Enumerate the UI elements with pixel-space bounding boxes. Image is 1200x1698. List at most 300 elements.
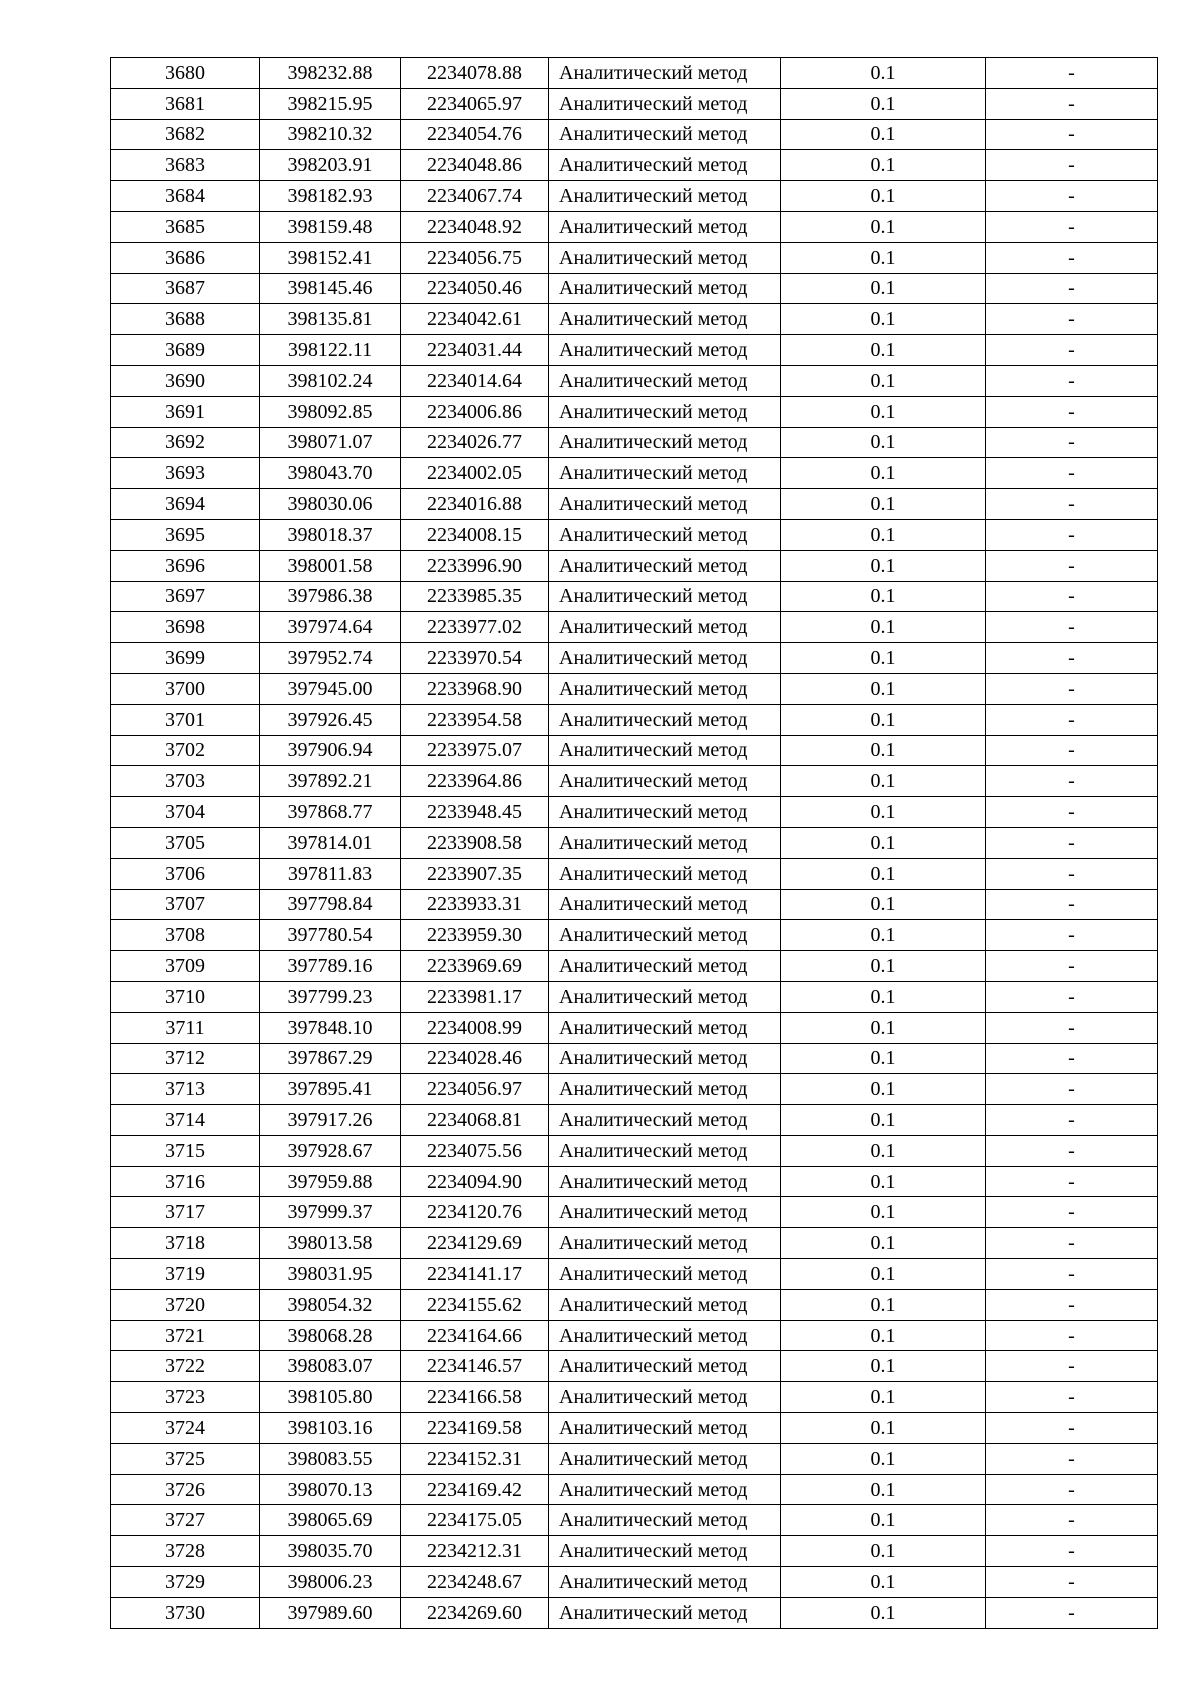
x-coordinate-cell: 398035.70 <box>260 1536 401 1567</box>
description-cell: - <box>986 1259 1158 1290</box>
accuracy-cell: 0.1 <box>781 1166 986 1197</box>
description-cell: - <box>986 1105 1158 1136</box>
coordinate-table <box>110 57 1158 1629</box>
description-cell: - <box>986 304 1158 335</box>
table-row <box>111 88 1158 119</box>
accuracy-cell: 0.1 <box>781 427 986 458</box>
point-number-cell: 3690 <box>111 365 260 396</box>
table-row <box>111 242 1158 273</box>
x-coordinate-cell: 398152.41 <box>260 242 401 273</box>
y-coordinate-cell: 2234067.74 <box>401 181 549 212</box>
x-coordinate-cell: 397952.74 <box>260 643 401 674</box>
accuracy-cell: 0.1 <box>781 1197 986 1228</box>
table-row <box>111 643 1158 674</box>
method-cell: Аналитический метод <box>549 766 781 797</box>
method-cell: Аналитический метод <box>549 1259 781 1290</box>
x-coordinate-cell: 398105.80 <box>260 1382 401 1413</box>
y-coordinate-cell: 2234014.64 <box>401 365 549 396</box>
method-cell: Аналитический метод <box>549 181 781 212</box>
description-cell: - <box>986 1351 1158 1382</box>
y-coordinate-cell: 2234078.88 <box>401 58 549 89</box>
method-cell: Аналитический метод <box>549 1567 781 1598</box>
y-coordinate-cell: 2233981.17 <box>401 981 549 1012</box>
accuracy-cell: 0.1 <box>781 1259 986 1290</box>
description-cell: - <box>986 889 1158 920</box>
point-number-cell: 3717 <box>111 1197 260 1228</box>
accuracy-cell: 0.1 <box>781 889 986 920</box>
accuracy-cell: 0.1 <box>781 88 986 119</box>
y-coordinate-cell: 2234155.62 <box>401 1289 549 1320</box>
description-cell: - <box>986 1228 1158 1259</box>
x-coordinate-cell: 398065.69 <box>260 1505 401 1536</box>
x-coordinate-cell: 398135.81 <box>260 304 401 335</box>
method-cell: Аналитический метод <box>549 735 781 766</box>
x-coordinate-cell: 398232.88 <box>260 58 401 89</box>
x-coordinate-cell: 398203.91 <box>260 150 401 181</box>
y-coordinate-cell: 2233968.90 <box>401 673 549 704</box>
point-number-cell: 3702 <box>111 735 260 766</box>
x-coordinate-cell: 398210.32 <box>260 119 401 150</box>
x-coordinate-cell: 398083.07 <box>260 1351 401 1382</box>
method-cell: Аналитический метод <box>549 1413 781 1444</box>
accuracy-cell: 0.1 <box>781 1043 986 1074</box>
table-row <box>111 889 1158 920</box>
accuracy-cell: 0.1 <box>781 827 986 858</box>
method-cell: Аналитический метод <box>549 88 781 119</box>
accuracy-cell: 0.1 <box>781 458 986 489</box>
y-coordinate-cell: 2233985.35 <box>401 581 549 612</box>
method-cell: Аналитический метод <box>549 1474 781 1505</box>
x-coordinate-cell: 397867.29 <box>260 1043 401 1074</box>
description-cell: - <box>986 1135 1158 1166</box>
table-row <box>111 827 1158 858</box>
description-cell: - <box>986 550 1158 581</box>
table-row <box>111 1228 1158 1259</box>
point-number-cell: 3700 <box>111 673 260 704</box>
method-cell: Аналитический метод <box>549 304 781 335</box>
y-coordinate-cell: 2233908.58 <box>401 827 549 858</box>
accuracy-cell: 0.1 <box>781 612 986 643</box>
description-cell: - <box>986 150 1158 181</box>
description-cell: - <box>986 489 1158 520</box>
description-cell: - <box>986 1320 1158 1351</box>
description-cell: - <box>986 1197 1158 1228</box>
method-cell: Аналитический метод <box>549 920 781 951</box>
y-coordinate-cell: 2234175.05 <box>401 1505 549 1536</box>
description-cell: - <box>986 1536 1158 1567</box>
description-cell: - <box>986 458 1158 489</box>
method-cell: Аналитический метод <box>549 1012 781 1043</box>
table-row <box>111 735 1158 766</box>
description-cell: - <box>986 1074 1158 1105</box>
y-coordinate-cell: 2233933.31 <box>401 889 549 920</box>
method-cell: Аналитический метод <box>549 1289 781 1320</box>
table-row <box>111 581 1158 612</box>
x-coordinate-cell: 397780.54 <box>260 920 401 951</box>
accuracy-cell: 0.1 <box>781 735 986 766</box>
accuracy-cell: 0.1 <box>781 1012 986 1043</box>
point-number-cell: 3704 <box>111 797 260 828</box>
description-cell: - <box>986 858 1158 889</box>
method-cell: Аналитический метод <box>549 119 781 150</box>
table-row <box>111 1320 1158 1351</box>
accuracy-cell: 0.1 <box>781 1320 986 1351</box>
y-coordinate-cell: 2234028.46 <box>401 1043 549 1074</box>
point-number-cell: 3682 <box>111 119 260 150</box>
table-row <box>111 489 1158 520</box>
accuracy-cell: 0.1 <box>781 365 986 396</box>
y-coordinate-cell: 2234008.99 <box>401 1012 549 1043</box>
point-number-cell: 3703 <box>111 766 260 797</box>
table-row <box>111 1382 1158 1413</box>
accuracy-cell: 0.1 <box>781 1074 986 1105</box>
x-coordinate-cell: 397868.77 <box>260 797 401 828</box>
x-coordinate-cell: 397917.26 <box>260 1105 401 1136</box>
description-cell: - <box>986 981 1158 1012</box>
description-cell: - <box>986 920 1158 951</box>
x-coordinate-cell: 398182.93 <box>260 181 401 212</box>
description-cell: - <box>986 1567 1158 1598</box>
method-cell: Аналитический метод <box>549 1597 781 1628</box>
method-cell: Аналитический метод <box>549 1166 781 1197</box>
point-number-cell: 3683 <box>111 150 260 181</box>
method-cell: Аналитический метод <box>549 858 781 889</box>
y-coordinate-cell: 2234166.58 <box>401 1382 549 1413</box>
table-row <box>111 273 1158 304</box>
accuracy-cell: 0.1 <box>781 1382 986 1413</box>
accuracy-cell: 0.1 <box>781 673 986 704</box>
accuracy-cell: 0.1 <box>781 1567 986 1598</box>
point-number-cell: 3688 <box>111 304 260 335</box>
point-number-cell: 3714 <box>111 1105 260 1136</box>
method-cell: Аналитический метод <box>549 704 781 735</box>
description-cell: - <box>986 211 1158 242</box>
accuracy-cell: 0.1 <box>781 1443 986 1474</box>
accuracy-cell: 0.1 <box>781 704 986 735</box>
point-number-cell: 3712 <box>111 1043 260 1074</box>
x-coordinate-cell: 397814.01 <box>260 827 401 858</box>
table-row <box>111 673 1158 704</box>
point-number-cell: 3686 <box>111 242 260 273</box>
x-coordinate-cell: 398054.32 <box>260 1289 401 1320</box>
method-cell: Аналитический метод <box>549 797 781 828</box>
description-cell: - <box>986 1474 1158 1505</box>
description-cell: - <box>986 673 1158 704</box>
y-coordinate-cell: 2234248.67 <box>401 1567 549 1598</box>
description-cell: - <box>986 951 1158 982</box>
y-coordinate-cell: 2234065.97 <box>401 88 549 119</box>
method-cell: Аналитический метод <box>549 550 781 581</box>
x-coordinate-cell: 398092.85 <box>260 396 401 427</box>
method-cell: Аналитический метод <box>549 981 781 1012</box>
table-row <box>111 1413 1158 1444</box>
table-row <box>111 766 1158 797</box>
description-cell: - <box>986 735 1158 766</box>
y-coordinate-cell: 2233948.45 <box>401 797 549 828</box>
x-coordinate-cell: 397895.41 <box>260 1074 401 1105</box>
table-row <box>111 304 1158 335</box>
point-number-cell: 3713 <box>111 1074 260 1105</box>
y-coordinate-cell: 2234164.66 <box>401 1320 549 1351</box>
coordinate-table-body <box>111 58 1158 1629</box>
description-cell: - <box>986 1505 1158 1536</box>
y-coordinate-cell: 2234042.61 <box>401 304 549 335</box>
accuracy-cell: 0.1 <box>781 581 986 612</box>
accuracy-cell: 0.1 <box>781 150 986 181</box>
y-coordinate-cell: 2234048.86 <box>401 150 549 181</box>
y-coordinate-cell: 2233996.90 <box>401 550 549 581</box>
x-coordinate-cell: 398070.13 <box>260 1474 401 1505</box>
table-row <box>111 211 1158 242</box>
point-number-cell: 3706 <box>111 858 260 889</box>
table-row <box>111 519 1158 550</box>
point-number-cell: 3722 <box>111 1351 260 1382</box>
y-coordinate-cell: 2234169.42 <box>401 1474 549 1505</box>
x-coordinate-cell: 398001.58 <box>260 550 401 581</box>
point-number-cell: 3728 <box>111 1536 260 1567</box>
x-coordinate-cell: 398013.58 <box>260 1228 401 1259</box>
point-number-cell: 3721 <box>111 1320 260 1351</box>
x-coordinate-cell: 398031.95 <box>260 1259 401 1290</box>
description-cell: - <box>986 427 1158 458</box>
table-row <box>111 1289 1158 1320</box>
table-row <box>111 1105 1158 1136</box>
method-cell: Аналитический метод <box>549 396 781 427</box>
accuracy-cell: 0.1 <box>781 335 986 366</box>
accuracy-cell: 0.1 <box>781 951 986 982</box>
description-cell: - <box>986 1166 1158 1197</box>
description-cell: - <box>986 58 1158 89</box>
point-number-cell: 3689 <box>111 335 260 366</box>
method-cell: Аналитический метод <box>549 519 781 550</box>
table-row <box>111 858 1158 889</box>
table-row <box>111 612 1158 643</box>
method-cell: Аналитический метод <box>549 1351 781 1382</box>
accuracy-cell: 0.1 <box>781 920 986 951</box>
description-cell: - <box>986 766 1158 797</box>
method-cell: Аналитический метод <box>549 458 781 489</box>
description-cell: - <box>986 1043 1158 1074</box>
description-cell: - <box>986 181 1158 212</box>
point-number-cell: 3701 <box>111 704 260 735</box>
method-cell: Аналитический метод <box>549 242 781 273</box>
accuracy-cell: 0.1 <box>781 1135 986 1166</box>
point-number-cell: 3693 <box>111 458 260 489</box>
table-row <box>111 1597 1158 1628</box>
x-coordinate-cell: 397811.83 <box>260 858 401 889</box>
y-coordinate-cell: 2234002.05 <box>401 458 549 489</box>
x-coordinate-cell: 398043.70 <box>260 458 401 489</box>
y-coordinate-cell: 2234048.92 <box>401 211 549 242</box>
point-number-cell: 3685 <box>111 211 260 242</box>
point-number-cell: 3729 <box>111 1567 260 1598</box>
point-number-cell: 3719 <box>111 1259 260 1290</box>
accuracy-cell: 0.1 <box>781 273 986 304</box>
table-row <box>111 1505 1158 1536</box>
accuracy-cell: 0.1 <box>781 1351 986 1382</box>
table-row <box>111 1443 1158 1474</box>
table-row <box>111 1259 1158 1290</box>
accuracy-cell: 0.1 <box>781 489 986 520</box>
accuracy-cell: 0.1 <box>781 304 986 335</box>
x-coordinate-cell: 397892.21 <box>260 766 401 797</box>
y-coordinate-cell: 2234068.81 <box>401 1105 549 1136</box>
point-number-cell: 3691 <box>111 396 260 427</box>
accuracy-cell: 0.1 <box>781 1413 986 1444</box>
description-cell: - <box>986 519 1158 550</box>
table-row <box>111 1536 1158 1567</box>
y-coordinate-cell: 2234212.31 <box>401 1536 549 1567</box>
x-coordinate-cell: 397926.45 <box>260 704 401 735</box>
y-coordinate-cell: 2233959.30 <box>401 920 549 951</box>
y-coordinate-cell: 2234269.60 <box>401 1597 549 1628</box>
method-cell: Аналитический метод <box>549 643 781 674</box>
method-cell: Аналитический метод <box>549 211 781 242</box>
description-cell: - <box>986 396 1158 427</box>
description-cell: - <box>986 335 1158 366</box>
method-cell: Аналитический метод <box>549 951 781 982</box>
point-number-cell: 3707 <box>111 889 260 920</box>
accuracy-cell: 0.1 <box>781 643 986 674</box>
method-cell: Аналитический метод <box>549 1320 781 1351</box>
description-cell: - <box>986 581 1158 612</box>
accuracy-cell: 0.1 <box>781 1228 986 1259</box>
point-number-cell: 3684 <box>111 181 260 212</box>
x-coordinate-cell: 397974.64 <box>260 612 401 643</box>
method-cell: Аналитический метод <box>549 581 781 612</box>
y-coordinate-cell: 2233977.02 <box>401 612 549 643</box>
table-row <box>111 396 1158 427</box>
method-cell: Аналитический метод <box>549 427 781 458</box>
table-row <box>111 335 1158 366</box>
point-number-cell: 3709 <box>111 951 260 982</box>
table-row <box>111 797 1158 828</box>
point-number-cell: 3687 <box>111 273 260 304</box>
description-cell: - <box>986 612 1158 643</box>
accuracy-cell: 0.1 <box>781 797 986 828</box>
accuracy-cell: 0.1 <box>781 58 986 89</box>
x-coordinate-cell: 397959.88 <box>260 1166 401 1197</box>
accuracy-cell: 0.1 <box>781 181 986 212</box>
x-coordinate-cell: 397986.38 <box>260 581 401 612</box>
method-cell: Аналитический метод <box>549 1135 781 1166</box>
x-coordinate-cell: 397848.10 <box>260 1012 401 1043</box>
y-coordinate-cell: 2234008.15 <box>401 519 549 550</box>
description-cell: - <box>986 1597 1158 1628</box>
point-number-cell: 3725 <box>111 1443 260 1474</box>
x-coordinate-cell: 398006.23 <box>260 1567 401 1598</box>
y-coordinate-cell: 2234141.17 <box>401 1259 549 1290</box>
point-number-cell: 3699 <box>111 643 260 674</box>
table-row <box>111 427 1158 458</box>
x-coordinate-cell: 397789.16 <box>260 951 401 982</box>
y-coordinate-cell: 2233970.54 <box>401 643 549 674</box>
accuracy-cell: 0.1 <box>781 1505 986 1536</box>
y-coordinate-cell: 2234120.76 <box>401 1197 549 1228</box>
table-row <box>111 181 1158 212</box>
method-cell: Аналитический метод <box>549 150 781 181</box>
accuracy-cell: 0.1 <box>781 1289 986 1320</box>
method-cell: Аналитический метод <box>549 1443 781 1474</box>
point-number-cell: 3730 <box>111 1597 260 1628</box>
table-row <box>111 1012 1158 1043</box>
y-coordinate-cell: 2234050.46 <box>401 273 549 304</box>
description-cell: - <box>986 1289 1158 1320</box>
point-number-cell: 3692 <box>111 427 260 458</box>
x-coordinate-cell: 398018.37 <box>260 519 401 550</box>
x-coordinate-cell: 398145.46 <box>260 273 401 304</box>
table-row <box>111 1351 1158 1382</box>
accuracy-cell: 0.1 <box>781 396 986 427</box>
point-number-cell: 3680 <box>111 58 260 89</box>
point-number-cell: 3716 <box>111 1166 260 1197</box>
point-number-cell: 3724 <box>111 1413 260 1444</box>
x-coordinate-cell: 398068.28 <box>260 1320 401 1351</box>
description-cell: - <box>986 1012 1158 1043</box>
x-coordinate-cell: 397999.37 <box>260 1197 401 1228</box>
method-cell: Аналитический метод <box>549 612 781 643</box>
method-cell: Аналитический метод <box>549 1105 781 1136</box>
table-row <box>111 1043 1158 1074</box>
x-coordinate-cell: 397799.23 <box>260 981 401 1012</box>
description-cell: - <box>986 797 1158 828</box>
y-coordinate-cell: 2234026.77 <box>401 427 549 458</box>
x-coordinate-cell: 398103.16 <box>260 1413 401 1444</box>
point-number-cell: 3711 <box>111 1012 260 1043</box>
description-cell: - <box>986 827 1158 858</box>
x-coordinate-cell: 398083.55 <box>260 1443 401 1474</box>
table-row <box>111 365 1158 396</box>
table-row <box>111 920 1158 951</box>
description-cell: - <box>986 1443 1158 1474</box>
y-coordinate-cell: 2234129.69 <box>401 1228 549 1259</box>
method-cell: Аналитический метод <box>549 58 781 89</box>
description-cell: - <box>986 88 1158 119</box>
description-cell: - <box>986 1382 1158 1413</box>
description-cell: - <box>986 1413 1158 1444</box>
x-coordinate-cell: 397906.94 <box>260 735 401 766</box>
point-number-cell: 3681 <box>111 88 260 119</box>
y-coordinate-cell: 2233964.86 <box>401 766 549 797</box>
point-number-cell: 3720 <box>111 1289 260 1320</box>
y-coordinate-cell: 2234054.76 <box>401 119 549 150</box>
y-coordinate-cell: 2233975.07 <box>401 735 549 766</box>
point-number-cell: 3726 <box>111 1474 260 1505</box>
table-row <box>111 1135 1158 1166</box>
method-cell: Аналитический метод <box>549 1505 781 1536</box>
method-cell: Аналитический метод <box>549 335 781 366</box>
y-coordinate-cell: 2234094.90 <box>401 1166 549 1197</box>
table-row <box>111 981 1158 1012</box>
table-row <box>111 458 1158 489</box>
table-row <box>111 1197 1158 1228</box>
accuracy-cell: 0.1 <box>781 981 986 1012</box>
method-cell: Аналитический метод <box>549 827 781 858</box>
x-coordinate-cell: 398159.48 <box>260 211 401 242</box>
table-row <box>111 1474 1158 1505</box>
point-number-cell: 3696 <box>111 550 260 581</box>
accuracy-cell: 0.1 <box>781 1536 986 1567</box>
table-row <box>111 1074 1158 1105</box>
table-row <box>111 704 1158 735</box>
description-cell: - <box>986 643 1158 674</box>
description-cell: - <box>986 704 1158 735</box>
method-cell: Аналитический метод <box>549 673 781 704</box>
point-number-cell: 3694 <box>111 489 260 520</box>
method-cell: Аналитический метод <box>549 1228 781 1259</box>
y-coordinate-cell: 2234169.58 <box>401 1413 549 1444</box>
table-row <box>111 58 1158 89</box>
